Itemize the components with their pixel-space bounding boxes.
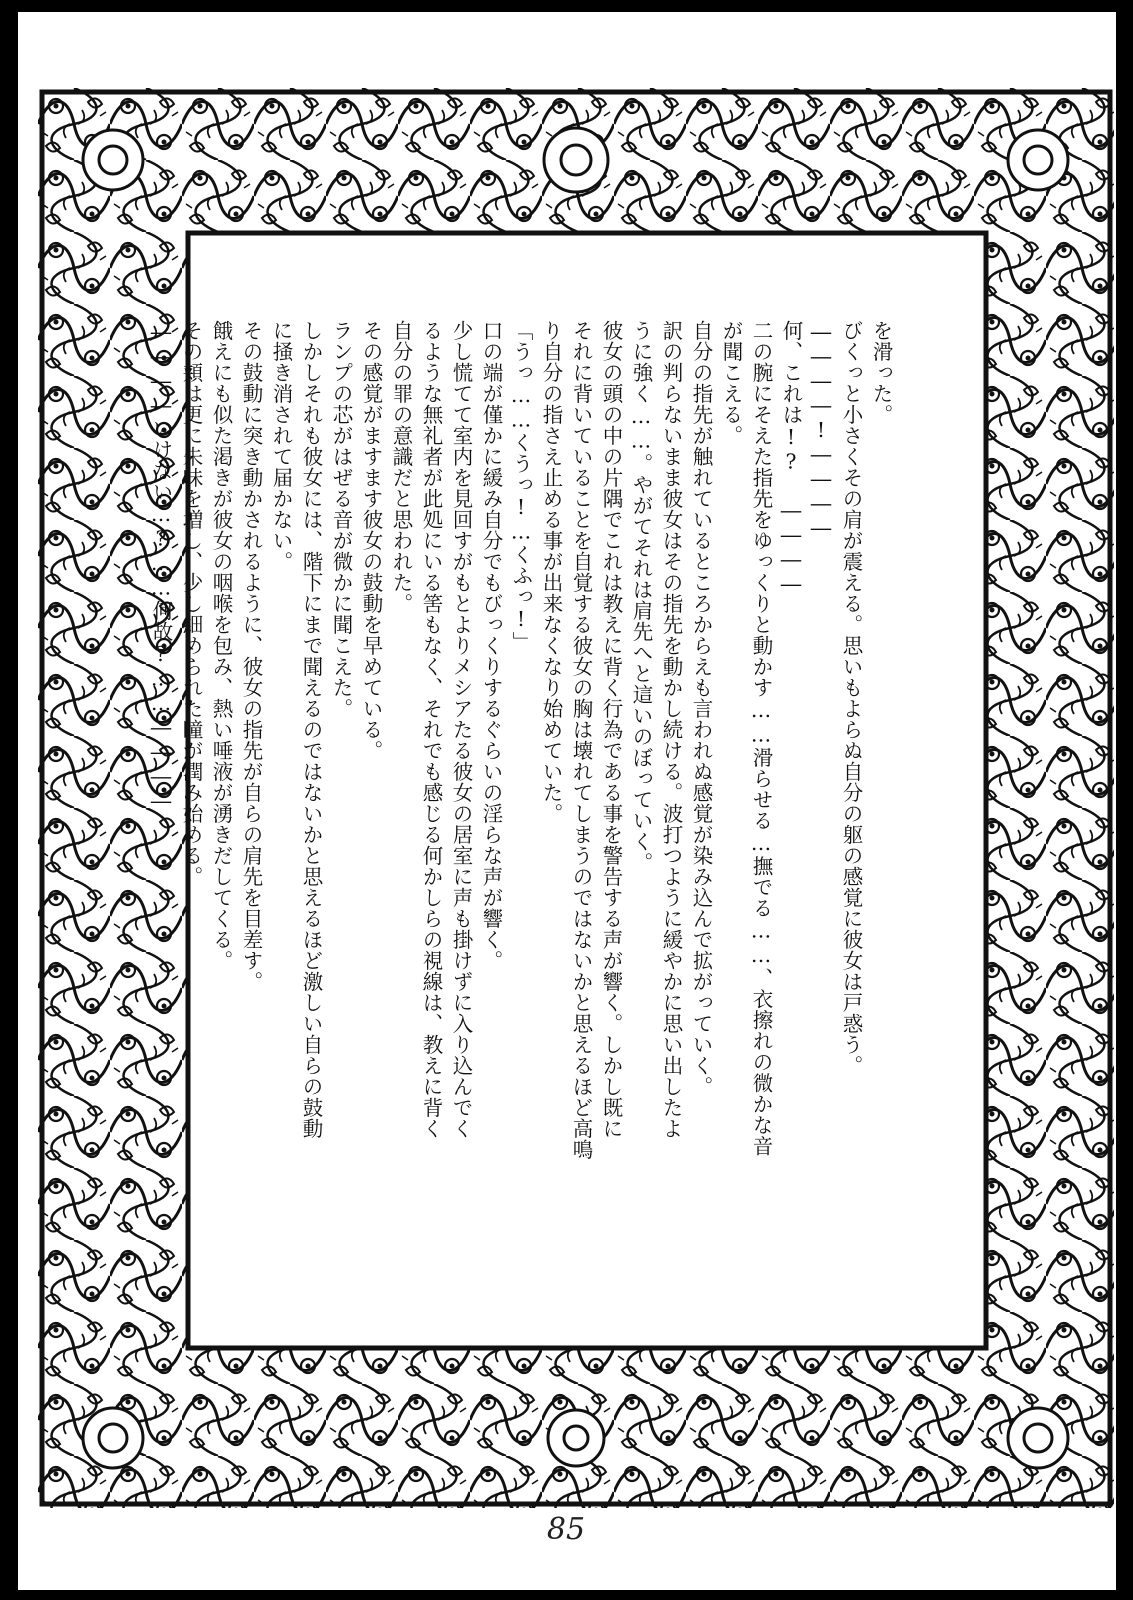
text-line: ――――いけない…?……何故?……―――― — [149, 320, 173, 814]
text-line: り自分の指さえ止める事が出来なくなり始めていた。 — [539, 320, 563, 824]
text-line: その鼓動に突き動かされるように、彼女の指先が自らの肩先を目差す。 — [239, 320, 263, 992]
text-line: うに強く……。やがてそれは肩先へと這いのぼっていく。 — [629, 320, 653, 873]
text-line: るような無礼者が此処にいる筈もなく、それでも感じる何かしらの視線は、教えに背く — [419, 320, 443, 1139]
text-line: ランプの芯がはぜる音が微かに聞こえた。 — [329, 320, 353, 719]
text-line: びくっと小さくその肩が震える。思いもよらぬ自分の躯の感覚に彼女は戸惑う。 — [839, 320, 863, 1076]
text-line: 「うっ……くうっ!…くふっ!」 — [509, 320, 533, 653]
text-line: 餓えにも似た渇きが彼女の咽喉を包み、熱い唾液が湧きだしてくる。 — [209, 320, 233, 971]
text-line: ――――!―――― — [809, 320, 833, 541]
text-line: に掻き消されて届かない。 — [269, 320, 293, 572]
text-line: 二の腕にそえた指先をゆっくりと動かす……滑らせる…撫でる……、衣擦れの微かな音 — [749, 320, 773, 1157]
text-line: しかしそれも彼女には、階下にまで聞えるのではないかと思えるほど激しい自らの鼓動 — [299, 320, 323, 1139]
text-line: 少し慌てて室内を見回すがもとよりメシアたる彼女の居室に声も掛けずに入り込んでく — [449, 320, 473, 1139]
text-line: 彼女の頭の中の片隅でこれは教えに背く行為である事を警告する声が響く。しかし既に — [599, 320, 623, 1139]
text-line: その感覚がますます彼女の鼓動を早めている。 — [359, 320, 383, 761]
text-line: が聞こえる。 — [719, 320, 743, 446]
text-line: それに背いていることを自覚する彼女の胸は壊れてしまうのではないかと思えるほど高鳴 — [569, 320, 593, 1160]
page-number: 85 — [546, 1512, 586, 1547]
text-line: その頬は更に朱味を増し、少し細められた瞳が潤み始める。 — [179, 320, 203, 887]
text-line: 自分の罪の意識だと思われた。 — [389, 320, 413, 614]
text-line: 口の端が僅かに緩み自分でもびっくりするぐらいの淫らな声が響く。 — [479, 320, 503, 971]
text-line: を滑った。 — [869, 320, 893, 425]
text-line: 訳の判らないまま彼女はその指先を動かし続ける。波打つように緩やかに思い出したよ — [659, 320, 683, 1139]
text-line: 何、これは!? ―――― — [779, 320, 803, 597]
text-line: 自分の指先が触れているところからえも言われぬ感覚が染み込んで拡がっていく。 — [689, 320, 713, 1097]
vertical-text-body — [149, 320, 896, 1300]
